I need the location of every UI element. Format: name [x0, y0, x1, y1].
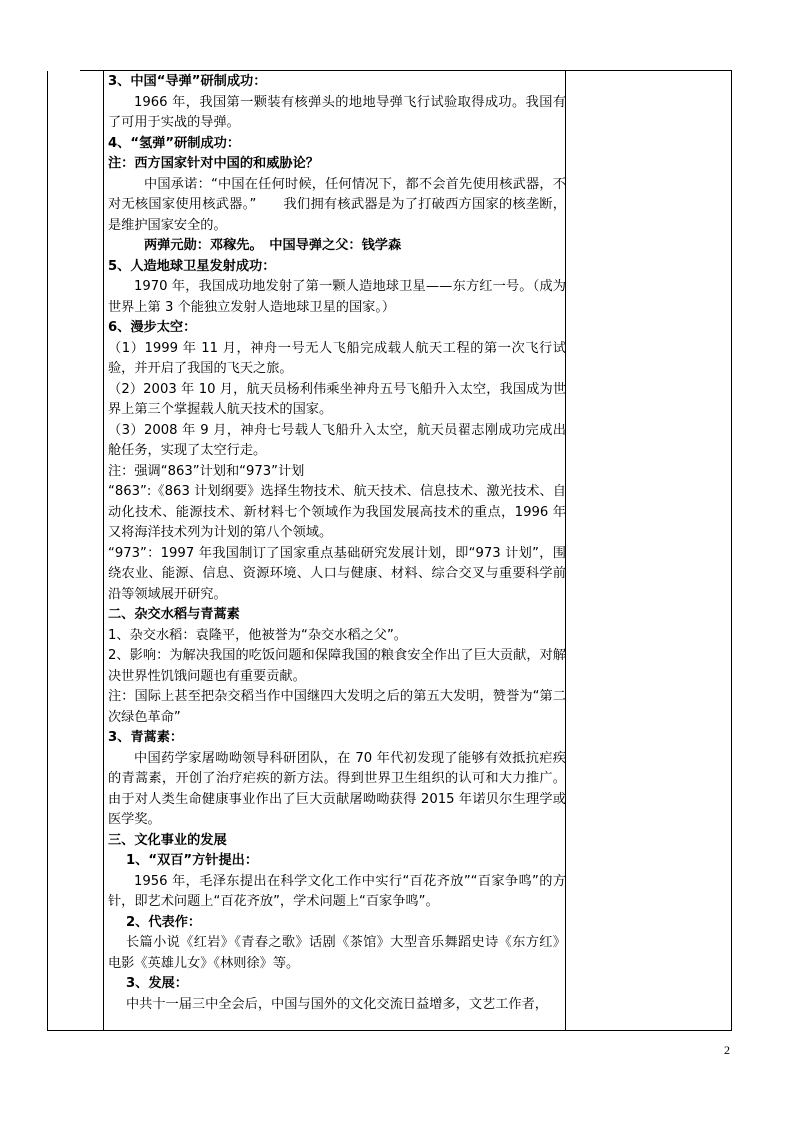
- heading-double-hundred: 1、“双百”方针提出：: [126, 853, 259, 868]
- note-863-973: 注：强调“863”计划和“973”计划: [108, 463, 305, 479]
- paragraph-missile: 1966 年，我国第一颗装有核弹头的地地导弹飞行试验取得成功。我国有了可用于实战的导弹。: [108, 94, 566, 130]
- lesson-content: [108, 72, 566, 1015]
- heading-development: 3、发展：: [126, 976, 188, 991]
- paragraph-development: 中共十一届三中全会后，中国与国外的文化交流日益增多，文艺工作者，: [126, 996, 548, 1012]
- item-shenzhou-5: （2）2003 年 10 月，航天员杨利伟乘坐神舟五号飞船升入太空，我国成为世界上第三个掌握载人航天技术的国家。: [108, 381, 566, 417]
- note-fifth-invention: 注：国际上甚至把杂交稻当作中国继四大发明之后的第五大发明，赞誉为“第二次绿色革命”: [108, 689, 566, 725]
- paragraph-863: “863”:《863 计划纲要》选择生物技术、航天技术、信息技术、激光技术、自动化技术、能源技术、新材料七个领域作为我国发展高技术的重点，1996 年又将海洋技术列为计划的第八个领域。: [108, 484, 566, 540]
- paragraph-hybrid-rice: 1、杂交水稻：袁隆平，他被誉为“杂交水稻之父”。: [108, 627, 407, 643]
- heading-space-walk: 6、漫步太空：: [108, 320, 197, 335]
- paragraph-two-bombs-heroes: 两弹元勋：邓稼先。 中国导弹之父：钱学森: [144, 238, 402, 253]
- heading-rice-artemisinin: 二、杂交水稻与青蒿素: [108, 607, 240, 622]
- item-shenzhou-1: （1）1999 年 11 月，神舟一号无人飞船完成载人航天工程的第一次飞行试验，并开启了我国的飞天之旅。: [108, 340, 566, 376]
- page-number: 2: [724, 1043, 730, 1057]
- heading-culture: 三、文化事业的发展: [108, 832, 227, 848]
- paragraph-rice-impact: 2、影响：为解决我国的吃饭问题和保障我国的粮食安全作出了巨大贡献，对解决世界性饥饿问题也有重要贡献。: [108, 648, 566, 684]
- note-threat-theory: 注：西方国家针对中国的和威胁论？: [108, 156, 319, 171]
- heading-missile: 3、中国“导弹”研制成功：: [108, 74, 267, 89]
- column-divider-left: [103, 71, 104, 1030]
- paragraph-artemisinin: 中国药学家屠呦呦领导科研团队，在 70 年代初发现了能够有效抵抗疟疾的青蒿素，开创了治疗疟疾的新方法。得到世界卫生组织的认可和大力推广。由于对人类生命健康事业作出了巨大贡献屠呦呦获得 2015 年诺贝尔生理学或医学奖。: [108, 750, 566, 827]
- heading-satellite: 5、人造地球卫星发射成功：: [108, 258, 276, 274]
- heading-representative-works: 2、代表作：: [126, 914, 202, 930]
- paragraph-973: “973”：1997 年我国制订了国家重点基础研究发展计划，即“973 计划”，围绕农业、能源、信息、资源环境、人口与健康、材料、综合交叉与重要科学前沿等领域展开研究。: [108, 545, 566, 602]
- item-shenzhou-7: （3）2008 年 9 月，神舟七号载人飞船升入太空，航天员翟志刚成功完成出舱任务，实现了太空行走。: [108, 422, 566, 458]
- paragraph-representative-works: 长篇小说《红岩》《青春之歌》话剧《茶馆》大型音乐舞蹈史诗《东方红》电影《英雄儿女》《林则徐》等。: [108, 935, 566, 971]
- paragraph-satellite: 1970 年，我国成功地发射了第一颗人造地球卫星——东方红一号。（成为世界上第 3 个能独立发射人造地球卫星的国家。）: [108, 279, 566, 315]
- paragraph-nuclear-pledge: 中国承诺：“中国在任何时候，任何情况下，都不会首先使用核武器，不对无核国家使用核武器。” 我们拥有核武器是为了打破西方国家的核垄断，是维护国家安全的。: [108, 176, 566, 233]
- heading-h-bomb: 4、“氢弹”研制成功：: [108, 135, 241, 151]
- heading-artemisinin: 3、青蒿素：: [108, 730, 184, 745]
- paragraph-double-hundred: 1956 年，毛泽东提出在科学文化工作中实行“百花齐放”“百家争鸣”的方针，即艺术问题上“百花齐放”，学术问题上“百家争鸣”。: [108, 873, 566, 909]
